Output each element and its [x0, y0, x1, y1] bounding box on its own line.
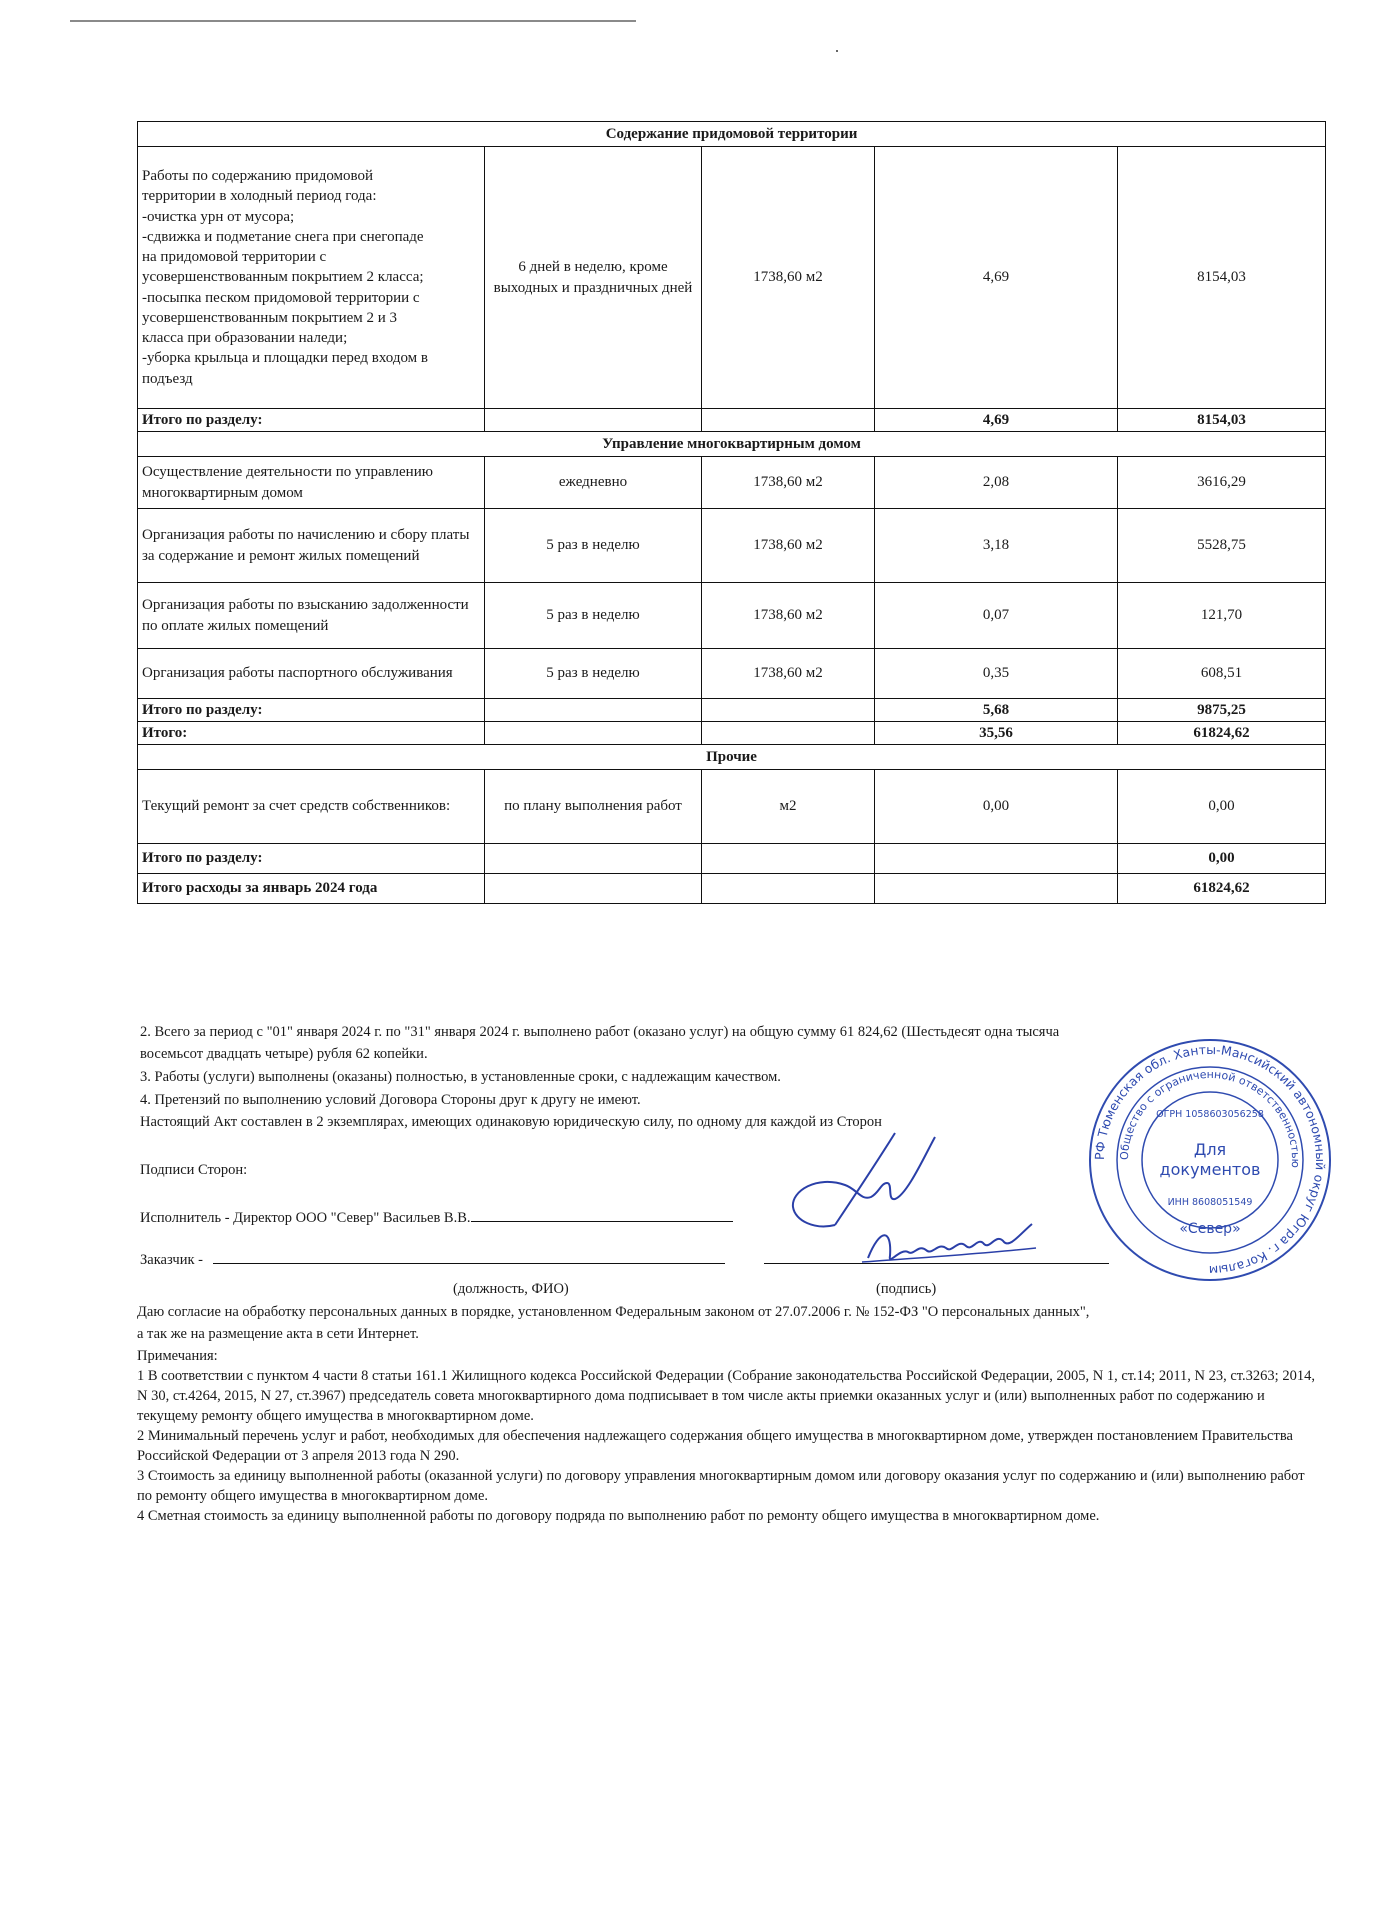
grand-total-cost: 61824,62 [1118, 722, 1326, 745]
area: 1738,60 м2 [702, 147, 875, 409]
section-title: Прочие [138, 745, 1326, 770]
table-row [138, 583, 1326, 649]
cost: 121,70 [1118, 583, 1326, 649]
total-label: Итого по разделу: [138, 409, 485, 432]
section-total-row [138, 699, 1326, 722]
notes [137, 1346, 1317, 1526]
stamp-ogrn: ОГРН 1058603056258 [1156, 1109, 1264, 1120]
empty-cell [485, 844, 702, 874]
empty-cell [702, 699, 875, 722]
scan-top-line [70, 20, 636, 22]
table-row [138, 509, 1326, 583]
table-row [138, 457, 1326, 509]
section-total-row [138, 409, 1326, 432]
paragraph-2-line-2: восемьсот двадцать четыре) рубля 62 копейки. [140, 1046, 428, 1062]
stamp-inner-ring-text: Общество с ограниченной ответственностью [1117, 1067, 1303, 1169]
area: 1738,60 м2 [702, 649, 875, 699]
section-total-row [138, 844, 1326, 874]
table-row [138, 770, 1326, 844]
empty-cell [485, 874, 702, 904]
work-description: Осуществление деятельности по управлению многоквартирным домом [138, 457, 485, 509]
area: м2 [702, 770, 875, 844]
caption-position: (должность, ФИО) [453, 1281, 569, 1297]
empty-cell [702, 874, 875, 904]
consent-line-1: Даю согласие на обработку персональных данных в порядке, установленном Федеральным законом от 27.07.2006 г. № 152-ФЗ "О персональных данных", [137, 1304, 1090, 1320]
work-description: Работы по содержанию придомовой территории в холодный период года: -очистка урн от мусора; -сдвижка и подметание снега при снегопаде на придомовой территории с усовершенствованным покрытием 2 класса; -посыпка песком придомовой территории с усовершенствованным покрытием 2 и 3 класса при образовании наледи; -уборка крыльца и площадки перед входом в подъезд [138, 147, 485, 409]
empty-cell [702, 722, 875, 745]
total-label: Итого по разделу: [138, 844, 485, 874]
stamp-ring-text: РФ Тюменская обл. Ханты-Мансийский автономный округ Югра г. Когалым [1091, 1041, 1329, 1279]
company-stamp [1085, 1035, 1335, 1285]
rate: 3,18 [875, 509, 1118, 583]
periodicity: ежедневно [485, 457, 702, 509]
cost: 608,51 [1118, 649, 1326, 699]
signatures-title: Подписи Сторон: [140, 1162, 248, 1178]
section-header [138, 432, 1326, 457]
table-row [138, 649, 1326, 699]
rate: 2,08 [875, 457, 1118, 509]
section-header [138, 122, 1326, 147]
rate: 0,07 [875, 583, 1118, 649]
rate: 0,00 [875, 770, 1118, 844]
work-description: Организация работы по взысканию задолженности по оплате жилых помещений [138, 583, 485, 649]
stamp-inn: ИНН 8608051549 [1167, 1197, 1253, 1208]
area: 1738,60 м2 [702, 457, 875, 509]
stamp-name: «Север» [1179, 1221, 1241, 1237]
area: 1738,60 м2 [702, 509, 875, 583]
cost: 5528,75 [1118, 509, 1326, 583]
final-total-row [138, 874, 1326, 904]
cost: 3616,29 [1118, 457, 1326, 509]
total-cost: 8154,03 [1118, 409, 1326, 432]
scan-speck [836, 50, 838, 52]
table-row [138, 147, 1326, 409]
grand-total-row [138, 722, 1326, 745]
paragraph-3: 3. Работы (услуги) выполнены (оказаны) полностью, в установленные сроки, с надлежащим качеством. [140, 1069, 781, 1085]
executor-line [140, 1208, 733, 1229]
area: 1738,60 м2 [702, 583, 875, 649]
work-description: Текущий ремонт за счет средств собственников: [138, 770, 485, 844]
note-3: 3 Стоимость за единицу выполненной работы (оказанной услуги) по договору управления многоквартирным домом или договору оказания услуг по содержанию и (или) выполнению работ по ремонту общего имущества в многоквартирном доме. [137, 1468, 1305, 1504]
periodicity: 5 раз в неделю [485, 649, 702, 699]
section-title: Управление многоквартирным домом [138, 432, 1326, 457]
periodicity: 6 дней в неделю, кроме выходных и праздничных дней [485, 147, 702, 409]
note-2: 2 Минимальный перечень услуг и работ, необходимых для обеспечения надлежащего содержания общего имущества в многоквартирном доме, утвержден постановлением Правительства Российской Федерации от 3 апреля 2013 года N 290. [137, 1428, 1293, 1464]
executor-label: Исполнитель - Директор ООО "Север" Васильев В.В. [140, 1210, 471, 1226]
total-label: Итого по разделу: [138, 699, 485, 722]
stamp-center-line-2: документов [1159, 1160, 1261, 1179]
paragraph-5: Настоящий Акт составлен в 2 экземплярах, имеющих одинаковую юридическую силу, по одному для каждой из Сторон [140, 1114, 882, 1130]
paragraph-2-line-1: 2. Всего за период с "01" января 2024 г. по "31" января 2024 г. выполнено работ (оказано услуг) на общую сумму 61 824,62 (Шестьдесят одна тысяча [140, 1024, 1060, 1040]
grand-total-label: Итого: [138, 722, 485, 745]
empty-cell [485, 722, 702, 745]
total-rate: 5,68 [875, 699, 1118, 722]
periodicity: 5 раз в неделю [485, 509, 702, 583]
caption-signature: (подпись) [876, 1281, 937, 1297]
empty-cell [702, 844, 875, 874]
work-description: Организация работы по начислению и сбору платы за содержание и ремонт жилых помещений [138, 509, 485, 583]
work-description: Организация работы паспортного обслуживания [138, 649, 485, 699]
total-cost: 9875,25 [1118, 699, 1326, 722]
section-header [138, 745, 1326, 770]
notes-title: Примечания: [137, 1348, 218, 1364]
customer-position-line [213, 1263, 725, 1264]
cost-table [137, 121, 1326, 904]
rate: 0,35 [875, 649, 1118, 699]
note-1: 1 В соответствии с пунктом 4 части 8 статьи 161.1 Жилищного кодекса Российской Федерации (Собрание законодательства Российской Федерации, 2005, N 1, ст.14; 2011, N 23, ст.3263; 2014, N 30, ст.4264, 2015, N 27, ст.3967) председатель совета многоквартирного дома подписывает в том числе акты приемки оказанных услуг и (или) выполненных работ по содержанию и текущему ремонту общего имущества в многоквартирном доме. [137, 1368, 1315, 1424]
empty-cell [485, 699, 702, 722]
final-total-label: Итого расходы за январь 2024 года [138, 874, 485, 904]
paragraph-4: 4. Претензий по выполнению условий Договора Стороны друг к другу не имеют. [140, 1092, 641, 1108]
empty-cell [875, 844, 1118, 874]
consent-line-2: а так же на размещение акта в сети Интернет. [137, 1326, 419, 1342]
periodicity: 5 раз в неделю [485, 583, 702, 649]
total-cost: 0,00 [1118, 844, 1326, 874]
executor-signature-line [471, 1221, 733, 1222]
total-rate: 4,69 [875, 409, 1118, 432]
periodicity: по плану выполнения работ [485, 770, 702, 844]
final-total-cost: 61824,62 [1118, 874, 1326, 904]
empty-cell [702, 409, 875, 432]
grand-total-rate: 35,56 [875, 722, 1118, 745]
customer-label: Заказчик - [140, 1252, 203, 1268]
stamp-center-line-1: Для [1193, 1140, 1227, 1159]
cost: 0,00 [1118, 770, 1326, 844]
rate: 4,69 [875, 147, 1118, 409]
cost: 8154,03 [1118, 147, 1326, 409]
empty-cell [485, 409, 702, 432]
empty-cell [875, 874, 1118, 904]
section-title: Содержание придомовой территории [138, 122, 1326, 147]
note-4: 4 Сметная стоимость за единицу выполненной работы по договору подряда по выполнению работ по ремонту общего имущества в многоквартирном доме. [137, 1508, 1100, 1524]
customer-signature [860, 1218, 1040, 1278]
